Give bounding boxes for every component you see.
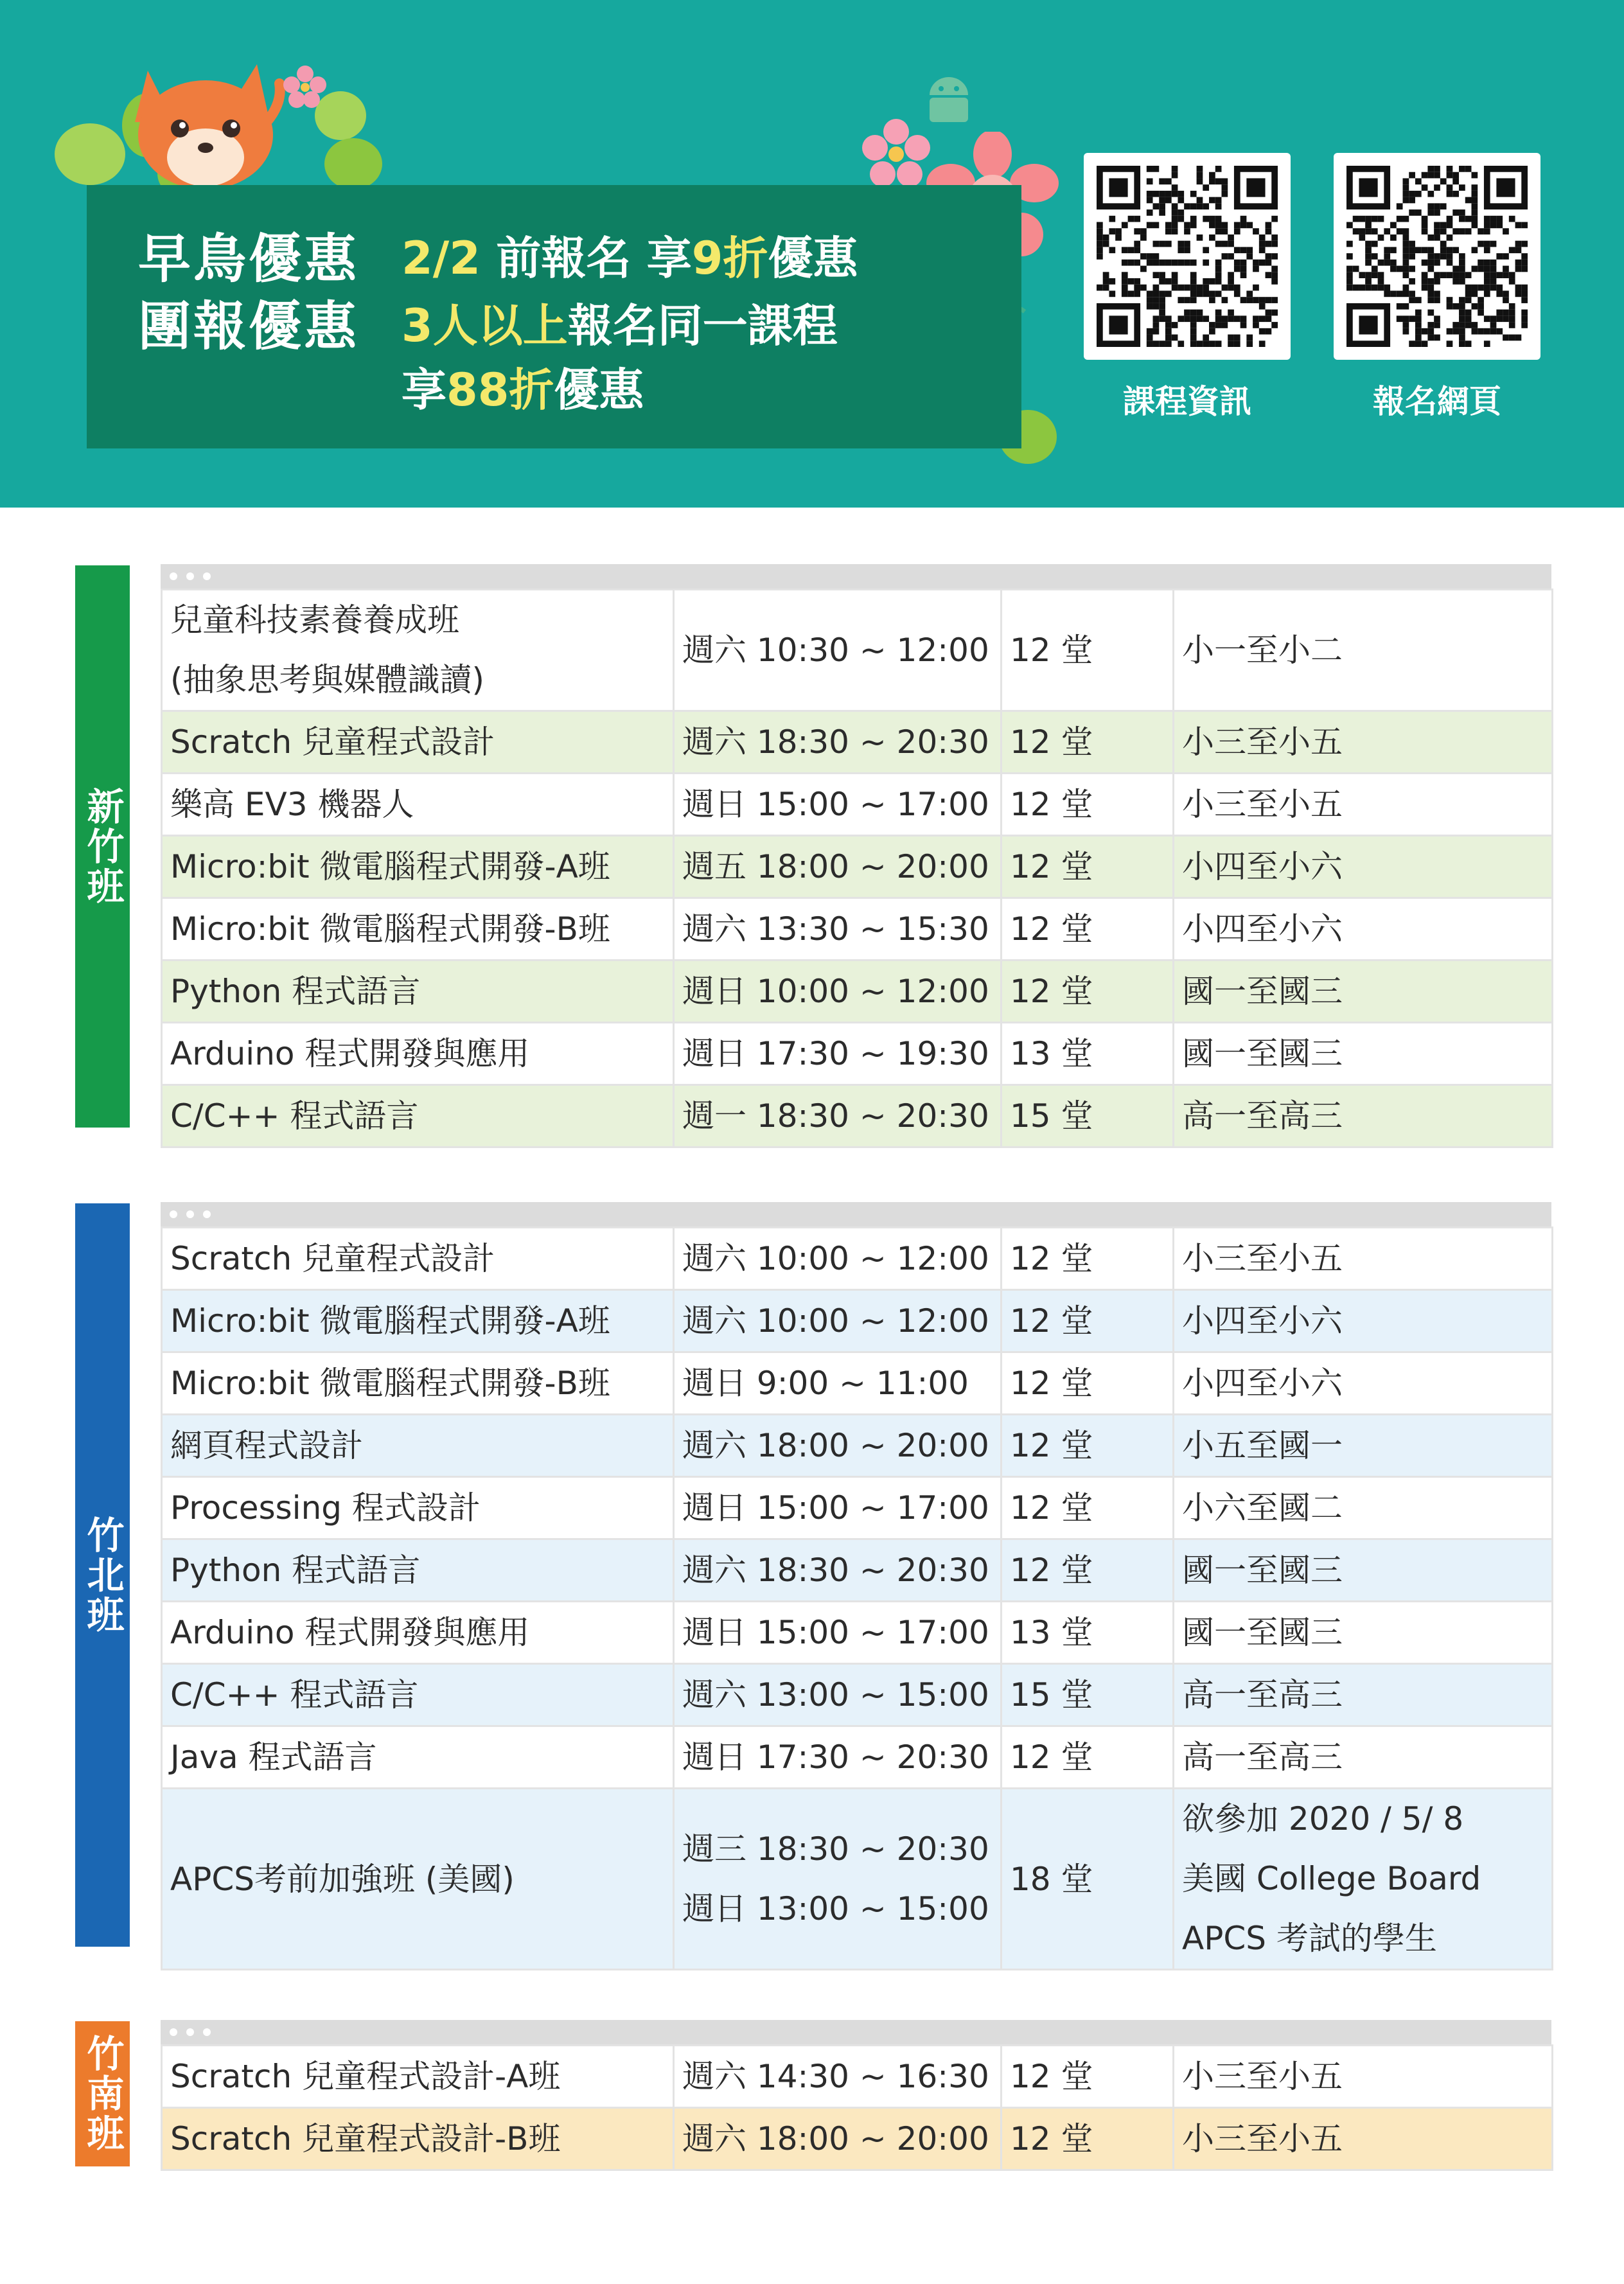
course-name-cell: Python 程式語言 [162,1539,674,1602]
table-row [162,961,1553,1023]
group-discount-row-2 [87,349,1021,416]
session-count-cell: 15 堂 [1002,1664,1174,1726]
session-count-cell: 12 堂 [1002,1539,1174,1602]
dot-icon [186,572,194,580]
zhunan-class-tab: 竹南班 [75,2021,130,2166]
early-bird-text: 2/2 前報名 享9折優惠 [402,232,858,285]
course-info-qr-code[interactable] [1084,153,1291,360]
table-row [162,1664,1553,1726]
table-row [162,1726,1553,1789]
dot-icon [203,572,211,580]
grade-level-cell: 小六至國二 [1174,1477,1553,1539]
course-name-cell: Scratch 兒童程式設計 [162,1228,674,1290]
table-row [162,2046,1553,2108]
table-row [162,590,1553,711]
session-count-cell: 12 堂 [1002,1477,1174,1539]
session-count-cell: 12 堂 [1002,898,1174,961]
header-banner [0,0,1624,508]
group-discount-text: 3人以上報名同一課程 [402,299,838,352]
class-time-cell: 週日 10:00 ~ 12:00 [674,961,1002,1023]
course-name-cell: Scratch 兒童程式設計-B班 [162,2108,674,2170]
table-row [162,1290,1553,1352]
course-name-cell: Arduino 程式開發與應用 [162,1023,674,1085]
group-discount-label: 團報優惠 [138,296,360,357]
class-time-cell: 週六 13:00 ~ 15:00 [674,1664,1002,1726]
table-row [162,898,1553,961]
course-name-cell: Processing 程式設計 [162,1477,674,1539]
course-name-cell: Java 程式語言 [162,1726,674,1789]
session-count-cell: 12 堂 [1002,2046,1174,2108]
table-row [162,1789,1553,1970]
qr-code-icon [1346,166,1528,347]
dot-icon [170,1210,177,1218]
flower-icon [283,64,328,109]
window-dots-bar [161,564,1551,589]
grade-level-cell: 小三至小五 [1174,1228,1553,1290]
grade-level-cell: 小三至小五 [1174,774,1553,836]
course-name-cell: C/C++ 程式語言 [162,1085,674,1147]
hsinchu-class-tab: 新竹班 [75,565,130,1128]
course-name-cell: APCS考前加強班 (美國) [162,1789,674,1970]
table-row [162,1023,1553,1085]
session-count-cell: 12 堂 [1002,836,1174,898]
grade-level-cell: 高一至高三 [1174,1664,1553,1726]
table-row [162,1602,1553,1664]
session-count-cell: 13 堂 [1002,1023,1174,1085]
class-time-cell: 週日 17:30 ~ 19:30 [674,1023,1002,1085]
dot-icon [186,1210,194,1218]
course-name-cell: 樂高 EV3 機器人 [162,774,674,836]
session-count-cell: 12 堂 [1002,2108,1174,2170]
session-count-cell: 13 堂 [1002,1602,1174,1664]
class-time-cell: 週六 13:30 ~ 15:30 [674,898,1002,961]
grade-level-cell: 國一至國三 [1174,1023,1553,1085]
course-name-cell: Scratch 兒童程式設計-A班 [162,2046,674,2108]
dot-icon [170,2028,177,2036]
grade-level-cell: 國一至國三 [1174,1602,1553,1664]
class-time-cell: 週日 15:00 ~ 17:00 [674,1477,1002,1539]
table-row [162,1477,1553,1539]
early-bird-label: 早鳥優惠 [138,229,360,290]
session-count-cell: 18 堂 [1002,1789,1174,1970]
class-time-cell: 週六 18:30 ~ 20:30 [674,1539,1002,1602]
session-count-cell: 12 堂 [1002,961,1174,1023]
table-row [162,2108,1553,2170]
registration-qr-code[interactable] [1334,153,1540,360]
class-time-cell: 週六 10:00 ~ 12:00 [674,1290,1002,1352]
table-row [162,774,1553,836]
class-time-cell: 週六 18:00 ~ 20:00 [674,2108,1002,2170]
grade-level-cell: 小四至小六 [1174,836,1553,898]
window-dots-bar [161,1202,1551,1226]
zhubei-class-tab: 竹北班 [75,1203,130,1947]
class-time-cell: 週六 18:30 ~ 20:30 [674,711,1002,774]
session-count-cell: 12 堂 [1002,1228,1174,1290]
grade-level-cell: 小一至小二 [1174,590,1553,711]
zhunan-schedule-table [161,2020,1551,2171]
course-name-cell: Arduino 程式開發與應用 [162,1602,674,1664]
table-row [162,836,1553,898]
grade-level-cell: 國一至國三 [1174,1539,1553,1602]
class-time-cell: 週日 9:00 ~ 11:00 [674,1352,1002,1415]
zhubei-schedule-table [161,1202,1551,1970]
grade-level-cell: 小五至國一 [1174,1415,1553,1477]
session-count-cell: 12 堂 [1002,1290,1174,1352]
course-info-caption: 課程資訊 [1123,383,1251,420]
flower-icon [861,119,931,190]
window-dots-bar [161,2020,1551,2044]
grade-level-cell: 欲參加 2020 / 5/ 8 美國 College Board APCS 考試的學生 [1174,1789,1553,1970]
grade-level-cell: 高一至高三 [1174,1726,1553,1789]
dot-icon [203,2028,211,2036]
course-name-cell: Micro:bit 微電腦程式開發-A班 [162,836,674,898]
schedule-table [161,1226,1553,1970]
grade-level-cell: 小三至小五 [1174,711,1553,774]
session-count-cell: 15 堂 [1002,1085,1174,1147]
course-name-cell: C/C++ 程式語言 [162,1664,674,1726]
session-count-cell: 12 堂 [1002,1352,1174,1415]
group-discount-text-2: 享88折優惠 [402,364,644,416]
promo-box [87,185,1021,448]
class-time-cell: 週五 18:00 ~ 20:00 [674,836,1002,898]
table-row [162,711,1553,774]
schedule-table [161,2044,1553,2171]
dot-icon [203,1210,211,1218]
dot-icon [170,572,177,580]
session-count-cell: 12 堂 [1002,1726,1174,1789]
hsinchu-schedule-table [161,564,1551,1148]
table-row [162,1085,1553,1147]
fox-mascot-icon [122,51,289,199]
course-name-cell: Micro:bit 微電腦程式開發-B班 [162,1352,674,1415]
session-count-cell: 12 堂 [1002,774,1174,836]
table-row [162,1415,1553,1477]
class-time-cell: 週六 14:30 ~ 16:30 [674,2046,1002,2108]
grade-level-cell: 小四至小六 [1174,1352,1553,1415]
course-name-cell: 網頁程式設計 [162,1415,674,1477]
class-time-cell: 週六 18:00 ~ 20:00 [674,1415,1002,1477]
registration-caption: 報名網頁 [1373,383,1501,420]
class-time-cell: 週日 15:00 ~ 17:00 [674,1602,1002,1664]
course-name-cell: Python 程式語言 [162,961,674,1023]
qr-code-icon [1097,166,1278,347]
grade-level-cell: 小三至小五 [1174,2046,1553,2108]
grade-level-cell: 國一至國三 [1174,961,1553,1023]
table-row [162,1539,1553,1602]
group-discount-row [87,285,1021,357]
grade-level-cell: 小四至小六 [1174,898,1553,961]
dot-icon [186,2028,194,2036]
class-time-cell: 週日 15:00 ~ 17:00 [674,774,1002,836]
class-time-cell: 週六 10:00 ~ 12:00 [674,1228,1002,1290]
class-time-cell: 週六 10:30 ~ 12:00 [674,590,1002,711]
class-time-cell: 週三 18:30 ~ 20:30 週日 13:00 ~ 15:00 [674,1789,1002,1970]
course-name-cell: Scratch 兒童程式設計 [162,711,674,774]
early-bird-row [87,217,1021,290]
grade-level-cell: 高一至高三 [1174,1085,1553,1147]
class-time-cell: 週一 18:30 ~ 20:30 [674,1085,1002,1147]
course-name-cell: Micro:bit 微電腦程式開發-B班 [162,898,674,961]
course-name-cell: Micro:bit 微電腦程式開發-A班 [162,1290,674,1352]
session-count-cell: 12 堂 [1002,1415,1174,1477]
class-time-cell: 週日 17:30 ~ 20:30 [674,1726,1002,1789]
course-name-cell: 兒童科技素養養成班 (抽象思考與媒體識讀) [162,590,674,711]
session-count-cell: 12 堂 [1002,711,1174,774]
session-count-cell: 12 堂 [1002,590,1174,711]
schedule-table [161,589,1553,1148]
table-row [162,1228,1553,1290]
grade-level-cell: 小三至小五 [1174,2108,1553,2170]
grade-level-cell: 小四至小六 [1174,1290,1553,1352]
table-row [162,1352,1553,1415]
